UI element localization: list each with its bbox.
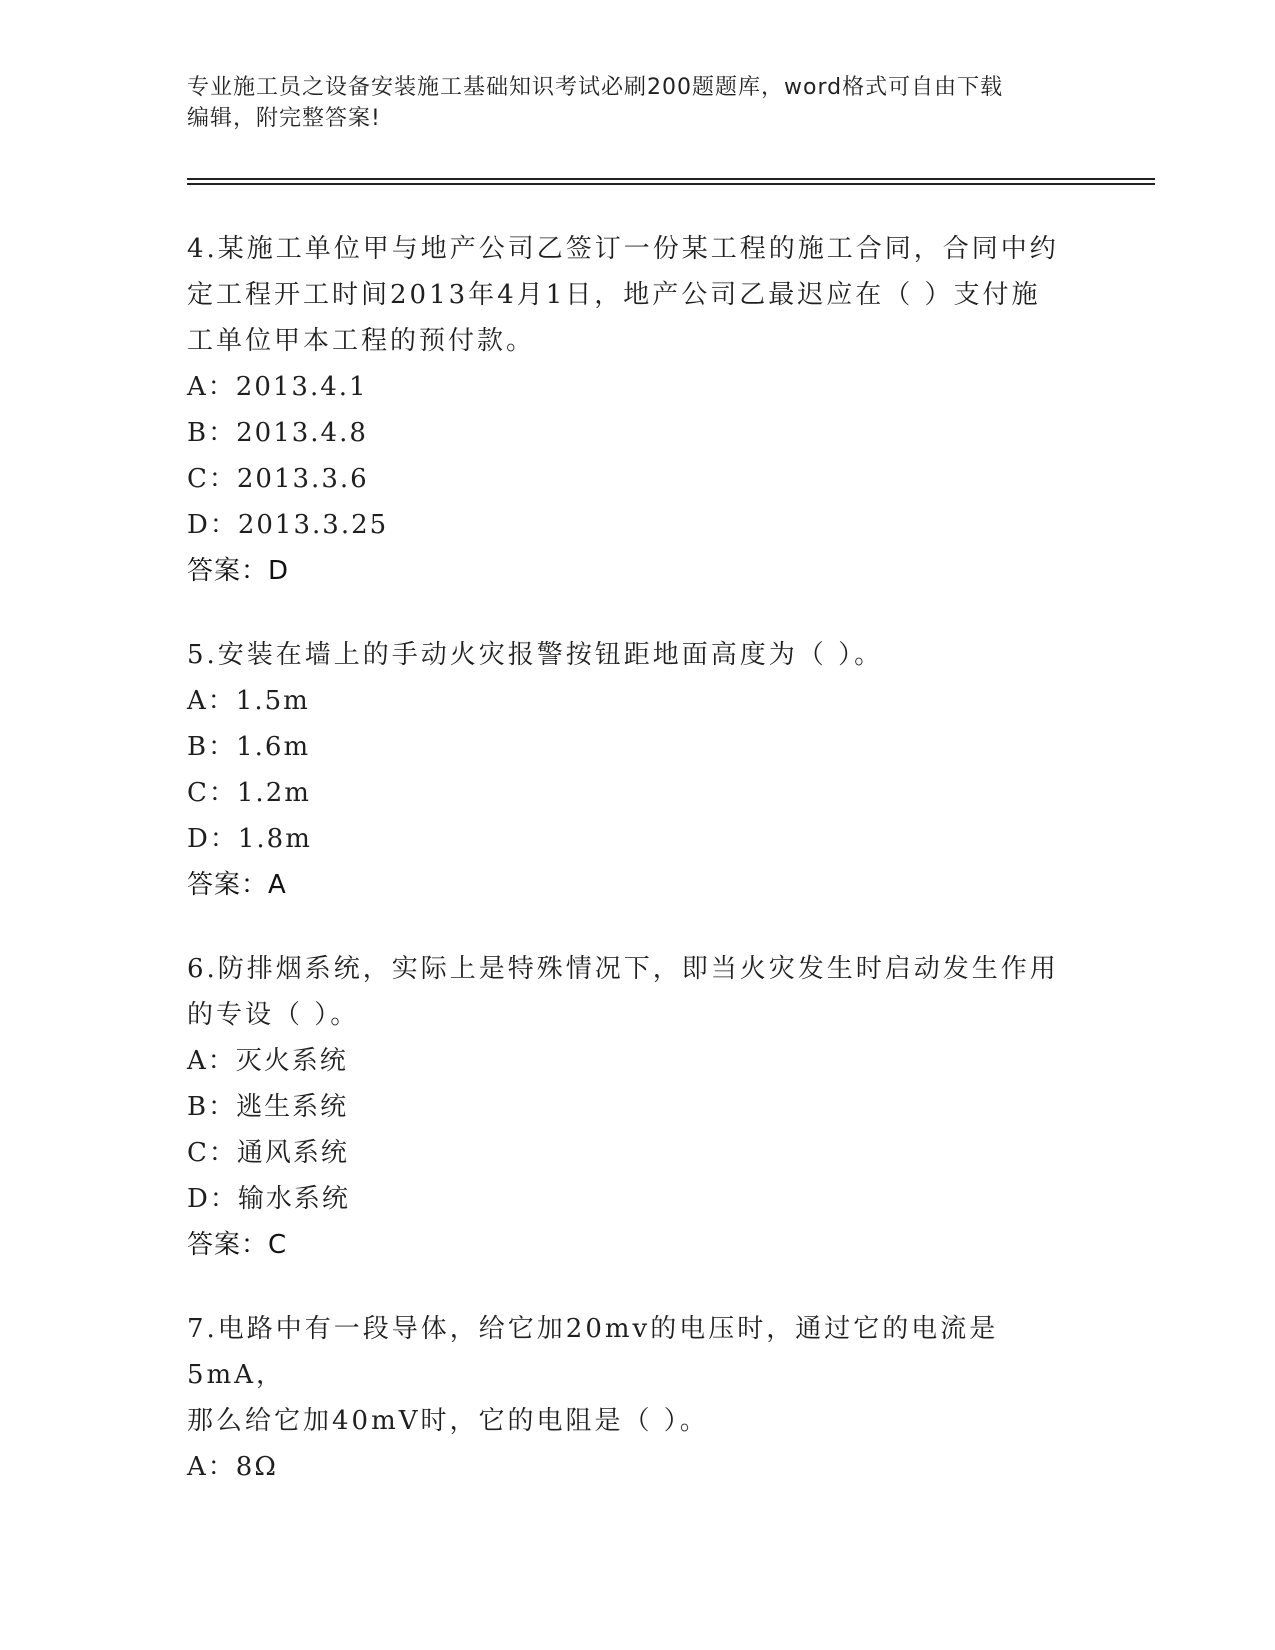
stem-line: 5.安装在墙上的手动火灾报警按钮距地面高度为（ ）。 — [187, 640, 884, 670]
option-a: A：1.5m — [187, 686, 310, 716]
question-stem — [187, 946, 1087, 1038]
stem-line: 工单位甲本工程的预付款。 — [187, 326, 536, 356]
stem-line: 定工程开工时间2013年4月1日，地产公司乙最迟应在（ ）支付施 — [187, 280, 1041, 310]
option-a: A：灭火系统 — [187, 1046, 348, 1076]
stem-line: 4.某施工单位甲与地产公司乙签订一份某工程的施工合同，合同中约 — [187, 234, 1059, 264]
stem-line: 7.电路中有一段导体，给它加20mv的电压时，通过它的电流是5mA， — [187, 1314, 999, 1390]
header-rule-top — [187, 178, 1155, 180]
document-header — [187, 72, 1087, 134]
stem-line: 的专设（ ）。 — [187, 1000, 360, 1030]
stem-line: 那么给它加40mV时，它的电阻是（ ）。 — [187, 1406, 709, 1436]
header-line-1: 专业施工员之设备安装施工基础知识考试必刷200题题库，word格式可自由下载 — [187, 75, 1004, 100]
option-d: D：2013.3.25 — [187, 510, 389, 540]
header-rule-bottom — [187, 183, 1155, 185]
header-line-2: 编辑，附完整答案! — [187, 106, 381, 131]
question-6 — [187, 946, 1087, 1268]
question-4 — [187, 226, 1087, 594]
option-c: C：1.2m — [187, 778, 311, 808]
question-stem — [187, 632, 1087, 678]
question-7 — [187, 1306, 1087, 1490]
stem-line: 6.防排烟系统，实际上是特殊情况下，即当火灾发生时启动发生作用 — [187, 954, 1059, 984]
option-c: C：2013.3.6 — [187, 464, 369, 494]
option-a: A：8Ω — [187, 1452, 278, 1482]
option-b: B：1.6m — [187, 732, 311, 762]
option-c: C：通风系统 — [187, 1138, 349, 1168]
option-b: B：2013.4.8 — [187, 418, 368, 448]
option-d: D：输水系统 — [187, 1184, 350, 1214]
option-b: B：逃生系统 — [187, 1092, 349, 1122]
question-stem — [187, 226, 1087, 364]
question-5 — [187, 632, 1087, 908]
question-stem — [187, 1306, 1087, 1444]
option-d: D：1.8m — [187, 824, 312, 854]
answer-line: 答案：A — [187, 870, 287, 900]
question-list — [187, 226, 1087, 1528]
option-a: A：2013.4.1 — [187, 372, 368, 402]
answer-line: 答案：C — [187, 1230, 288, 1260]
answer-line: 答案：D — [187, 556, 290, 586]
